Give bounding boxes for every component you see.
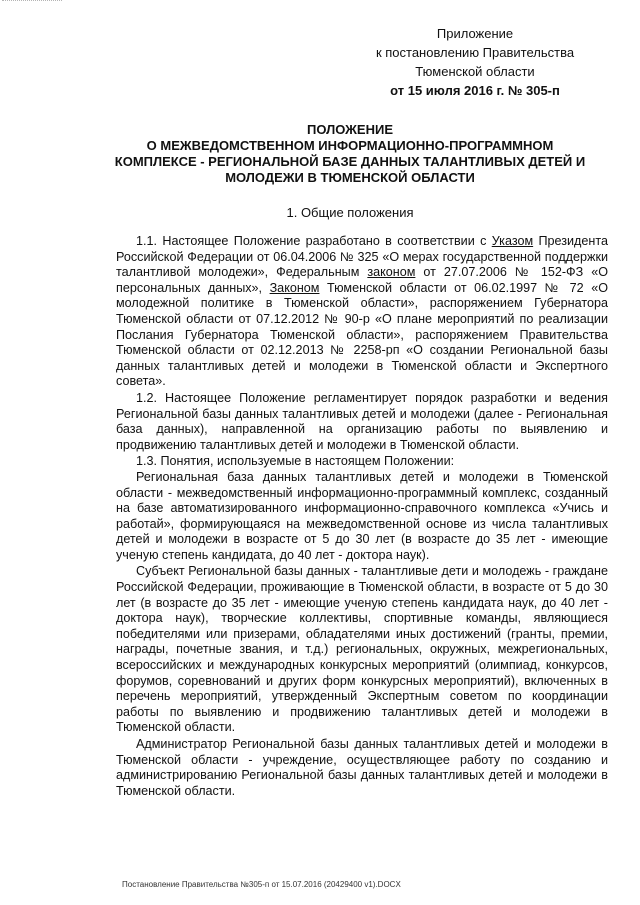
appendix-block [350,24,600,100]
paragraph-1-1-part1: 1.1. Настоящее Положение разработано в соответствии с [136,234,492,248]
title-line-4: МОЛОДЕЖИ В ТЮМЕНСКОЙ ОБЛАСТИ [225,170,475,185]
paragraph-1-1 [116,234,608,390]
title-line-1: ПОЛОЖЕНИЕ [306,122,394,137]
appendix-line-4: от 15 июля 2016 г. № 305-п [390,83,560,98]
link-regional-law[interactable]: Законом [269,280,320,295]
paragraph-definition-subject: Субъект Региональной базы данных - талантливые дети и молодежь - граждане Российской Федерации, проживающие в Тюменской области, в возрасте от 5 до 30 лет (в возрасте до 35 лет - имеющие ученую степень кандидата наук, до 40 лет - доктора наук), творческие коллективы, спортивные команды, являющиеся победителями или призерами, обладателями иных достижений (гранты, премии, награды, почетные звания, и т.д.) региональных, окружных, межрегиональных, всероссийских и международных конкурсных мероприятий (олимпиад, конкурсов, форумов, соревнований и других форм конкурсных мероприятий), включенных в перечень мероприятий, утвержденный Экспертным советом по координации работы по выявлению и продвижению талантливых детей и молодежи в Тюменской области. [116,564,608,735]
paragraph-1-3: 1.3. Понятия, используемые в настоящем Положении: [136,454,455,469]
paragraph-1-1-part3: от 27.07.2006 № 152-ФЗ «О персональных данных», [116,265,608,295]
appendix-line-2: к постановлению Правительства [375,45,575,60]
section-body [116,234,608,799]
appendix-line-1: Приложение [436,26,514,41]
paragraph-definition-database: Региональная база данных талантливых детей и молодежи в Тюменской области - межведомственный информационно-программный комплекс, созданный на базе автоматизированного информационно-справочного комплекса «Учись и работай», формирующаяся на межведомственной основе из числа талантливых детей и молодежи в возрасте от 5 до 30 лет (в возрасте до 35 лет - имеющие ученую степень кандидата, до 40 лет - доктора наук). [116,469,608,562]
title-line-2: О МЕЖВЕДОМСТВЕННОМ ИНФОРМАЦИОННО-ПРОГРАММНОМ [146,138,554,153]
appendix-line-3: Тюменской области [415,64,535,79]
section-heading: 1. Общие положения [286,205,414,220]
paragraph-definition-administrator: Администратор Региональной базы данных талантливых детей и молодежи в Тюменской области - учреждение, осуществляющее работу по созданию и администрированию Региональной базы данных талантливых детей и молодежи в Тюменской области. [116,737,608,798]
link-decree[interactable]: Указом [491,234,534,248]
paragraph-1-1-part2: Президента Российской Федерации от 06.04.2006 № 325 «О мерах государственной поддержки талантливой молодежи», Федеральным [116,234,608,280]
link-federal-law[interactable]: законом [367,265,416,280]
footer-filename: Постановление Правительства №305-п от 15.07.2016 (20429400 v1).DOCX [122,880,401,889]
paragraph-1-1-part4: Тюменской области от 06.02.1997 № 72 «О молодежной политике в Тюменской области», распоряжением Губернатора Тюменской области от 07.12.2012 № 90-р «О плане мероприятий по реализации Послания Губернатора Тюменской области», распоряжением Правительства Тюменской области от 02.12.2013 № 2258-рп «О создании Региональной базы данных талантливых детей и молодежи в Тюменской области и Экспертного совета». [116,280,608,389]
title-line-3: КОМПЛЕКСЕ - РЕГИОНАЛЬНОЙ БАЗЕ ДАННЫХ ТАЛАНТЛИВЫХ ДЕТЕЙ И [114,154,586,169]
document-title [90,122,610,186]
paragraph-1-2: 1.2. Настоящее Положение регламентирует порядок разработки и ведения Региональной базы данных талантливых детей и молодежи (далее - Региональная база данных), направленной на организацию работы по выявлению и продвижению талантливых детей и молодежи в Тюменской области. [116,390,608,452]
scan-artifact [2,0,62,5]
